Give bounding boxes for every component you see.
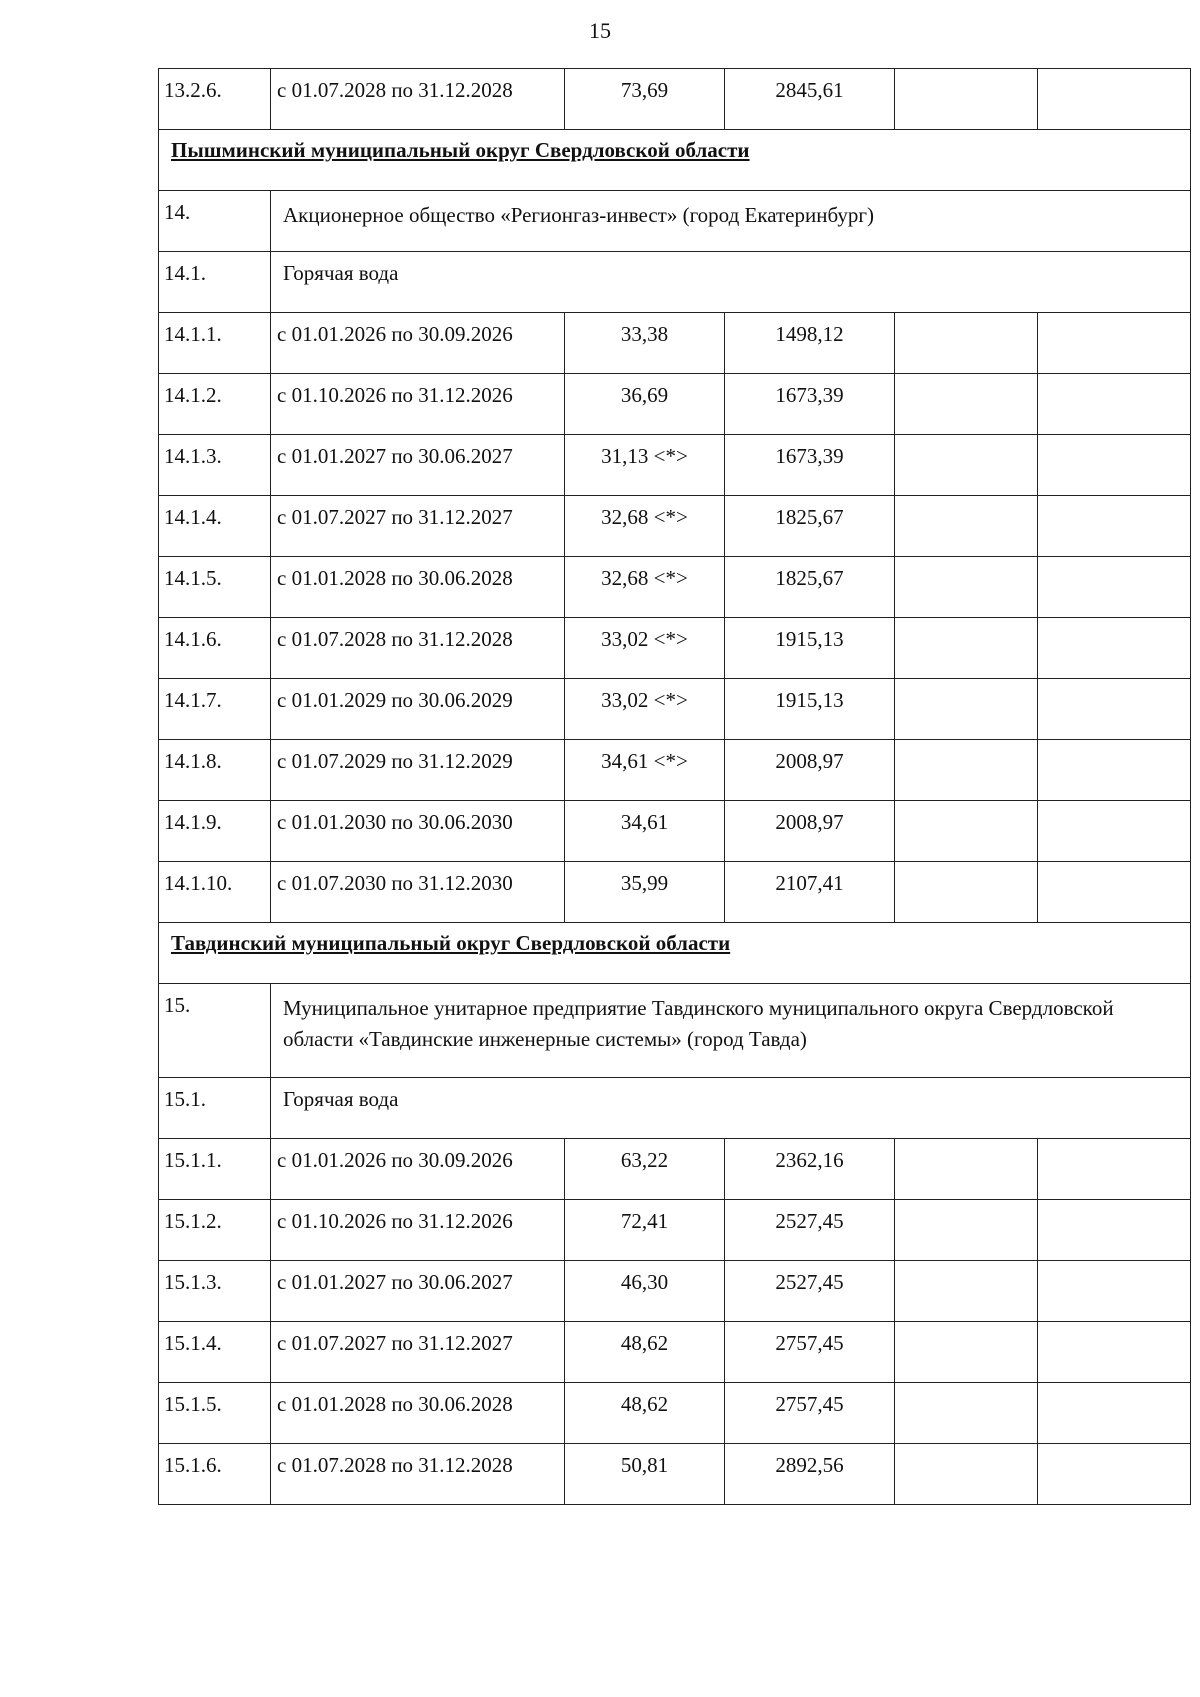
- value-cell-1: 63,22: [565, 1139, 725, 1200]
- period-cell: с 01.07.2030 по 31.12.2030: [271, 862, 565, 923]
- value-cell-1: 33,38: [565, 313, 725, 374]
- empty-cell-5: [895, 313, 1038, 374]
- table-row: [159, 1383, 1191, 1444]
- value-cell-1: 32,68 <*>: [565, 496, 725, 557]
- row-number: 15.1.: [159, 1078, 271, 1139]
- row-number: 13.2.6.: [159, 69, 271, 130]
- organization-name: Муниципальное унитарное предприятие Тавдинского муниципального округа Свердловской области «Тавдинские инженерные системы» (город Тавда): [271, 984, 1191, 1078]
- table-row: [159, 374, 1191, 435]
- empty-cell-5: [895, 1383, 1038, 1444]
- period-cell: с 01.07.2027 по 31.12.2027: [271, 496, 565, 557]
- section-title: Пышминский муниципальный округ Свердловской области: [159, 130, 1191, 191]
- table-row: [159, 801, 1191, 862]
- period-cell: с 01.01.2026 по 30.09.2026: [271, 313, 565, 374]
- organization-name: Акционерное общество «Регионгаз-инвест» (город Екатеринбург): [271, 191, 1191, 252]
- category-row: [159, 1078, 1191, 1139]
- category-row: [159, 252, 1191, 313]
- period-cell: с 01.10.2026 по 31.12.2026: [271, 1200, 565, 1261]
- value-cell-1: 34,61 <*>: [565, 740, 725, 801]
- section-row: [159, 923, 1191, 984]
- row-number: 14.1.3.: [159, 435, 271, 496]
- organization-row: [159, 191, 1191, 252]
- period-cell: с 01.01.2027 по 30.06.2027: [271, 435, 565, 496]
- empty-cell-6: [1038, 435, 1191, 496]
- row-number: 14.1.9.: [159, 801, 271, 862]
- table-row: [159, 1261, 1191, 1322]
- value-cell-1: 33,02 <*>: [565, 679, 725, 740]
- empty-cell-6: [1038, 1261, 1191, 1322]
- period-cell: с 01.01.2028 по 30.06.2028: [271, 1383, 565, 1444]
- table-row: [159, 740, 1191, 801]
- value-cell-2: 2527,45: [725, 1261, 895, 1322]
- section-title: Тавдинский муниципальный округ Свердловской области: [159, 923, 1191, 984]
- value-cell-2: 1915,13: [725, 618, 895, 679]
- empty-cell-5: [895, 1322, 1038, 1383]
- value-cell-2: 2362,16: [725, 1139, 895, 1200]
- empty-cell-6: [1038, 374, 1191, 435]
- value-cell-2: 1673,39: [725, 374, 895, 435]
- value-cell-1: 34,61: [565, 801, 725, 862]
- table-row: [159, 862, 1191, 923]
- row-number: 14.: [159, 191, 271, 252]
- value-cell-2: 1498,12: [725, 313, 895, 374]
- empty-cell-5: [895, 1200, 1038, 1261]
- empty-cell-5: [895, 1139, 1038, 1200]
- empty-cell-5: [895, 557, 1038, 618]
- value-cell-2: 2845,61: [725, 69, 895, 130]
- empty-cell-6: [1038, 1139, 1191, 1200]
- table-row: [159, 1322, 1191, 1383]
- category-name: Горячая вода: [271, 252, 1191, 313]
- value-cell-2: 2107,41: [725, 862, 895, 923]
- value-cell-2: 2757,45: [725, 1383, 895, 1444]
- row-number: 14.1.5.: [159, 557, 271, 618]
- table-row: [159, 679, 1191, 740]
- empty-cell-6: [1038, 496, 1191, 557]
- page-number: 15: [589, 18, 611, 43]
- value-cell-1: 73,69: [565, 69, 725, 130]
- row-number: 15.1.2.: [159, 1200, 271, 1261]
- value-cell-2: 1673,39: [725, 435, 895, 496]
- category-name: Горячая вода: [271, 1078, 1191, 1139]
- empty-cell-6: [1038, 801, 1191, 862]
- value-cell-1: 48,62: [565, 1383, 725, 1444]
- empty-cell-6: [1038, 618, 1191, 679]
- row-number: 15.1.5.: [159, 1383, 271, 1444]
- row-number: 14.1.6.: [159, 618, 271, 679]
- row-number: 14.1.: [159, 252, 271, 313]
- empty-cell-6: [1038, 69, 1191, 130]
- value-cell-1: 33,02 <*>: [565, 618, 725, 679]
- value-cell-1: 50,81: [565, 1444, 725, 1505]
- empty-cell-6: [1038, 1383, 1191, 1444]
- empty-cell-6: [1038, 557, 1191, 618]
- value-cell-2: 1915,13: [725, 679, 895, 740]
- empty-cell-6: [1038, 1322, 1191, 1383]
- period-cell: с 01.10.2026 по 31.12.2026: [271, 374, 565, 435]
- period-cell: с 01.07.2028 по 31.12.2028: [271, 618, 565, 679]
- empty-cell-5: [895, 435, 1038, 496]
- empty-cell-6: [1038, 1200, 1191, 1261]
- value-cell-1: 46,30: [565, 1261, 725, 1322]
- empty-cell-5: [895, 374, 1038, 435]
- period-cell: с 01.07.2027 по 31.12.2027: [271, 1322, 565, 1383]
- table-row: [159, 1139, 1191, 1200]
- value-cell-1: 72,41: [565, 1200, 725, 1261]
- empty-cell-5: [895, 1444, 1038, 1505]
- value-cell-1: 35,99: [565, 862, 725, 923]
- value-cell-2: 2008,97: [725, 740, 895, 801]
- empty-cell-6: [1038, 313, 1191, 374]
- row-number: 14.1.7.: [159, 679, 271, 740]
- period-cell: с 01.07.2029 по 31.12.2029: [271, 740, 565, 801]
- value-cell-2: 2757,45: [725, 1322, 895, 1383]
- tariff-table: [158, 68, 1191, 1505]
- row-number: 15.1.4.: [159, 1322, 271, 1383]
- value-cell-2: 2008,97: [725, 801, 895, 862]
- value-cell-2: 1825,67: [725, 496, 895, 557]
- value-cell-1: 32,68 <*>: [565, 557, 725, 618]
- value-cell-1: 36,69: [565, 374, 725, 435]
- empty-cell-5: [895, 801, 1038, 862]
- empty-cell-6: [1038, 679, 1191, 740]
- row-number: 14.1.1.: [159, 313, 271, 374]
- empty-cell-5: [895, 496, 1038, 557]
- empty-cell-5: [895, 1261, 1038, 1322]
- row-number: 15.: [159, 984, 271, 1078]
- organization-row: [159, 984, 1191, 1078]
- period-cell: с 01.07.2028 по 31.12.2028: [271, 69, 565, 130]
- period-cell: с 01.01.2029 по 30.06.2029: [271, 679, 565, 740]
- empty-cell-5: [895, 740, 1038, 801]
- table-row: [159, 557, 1191, 618]
- row-number: 14.1.8.: [159, 740, 271, 801]
- table-row: [159, 496, 1191, 557]
- empty-cell-6: [1038, 862, 1191, 923]
- table-row: [159, 1444, 1191, 1505]
- row-number: 15.1.1.: [159, 1139, 271, 1200]
- empty-cell-5: [895, 862, 1038, 923]
- row-number: 14.1.2.: [159, 374, 271, 435]
- value-cell-2: 1825,67: [725, 557, 895, 618]
- value-cell-1: 48,62: [565, 1322, 725, 1383]
- row-number: 15.1.6.: [159, 1444, 271, 1505]
- table-row: [159, 1200, 1191, 1261]
- section-row: [159, 130, 1191, 191]
- table-row: [159, 69, 1191, 130]
- empty-cell-6: [1038, 1444, 1191, 1505]
- value-cell-1: 31,13 <*>: [565, 435, 725, 496]
- value-cell-2: 2527,45: [725, 1200, 895, 1261]
- period-cell: с 01.01.2026 по 30.09.2026: [271, 1139, 565, 1200]
- table-row: [159, 435, 1191, 496]
- period-cell: с 01.07.2028 по 31.12.2028: [271, 1444, 565, 1505]
- row-number: 14.1.4.: [159, 496, 271, 557]
- empty-cell-6: [1038, 740, 1191, 801]
- period-cell: с 01.01.2028 по 30.06.2028: [271, 557, 565, 618]
- row-number: 15.1.3.: [159, 1261, 271, 1322]
- empty-cell-5: [895, 618, 1038, 679]
- table-row: [159, 313, 1191, 374]
- period-cell: с 01.01.2027 по 30.06.2027: [271, 1261, 565, 1322]
- empty-cell-5: [895, 679, 1038, 740]
- table-row: [159, 618, 1191, 679]
- period-cell: с 01.01.2030 по 30.06.2030: [271, 801, 565, 862]
- empty-cell-5: [895, 69, 1038, 130]
- value-cell-2: 2892,56: [725, 1444, 895, 1505]
- tariff-table-body: [159, 69, 1191, 1505]
- row-number: 14.1.10.: [159, 862, 271, 923]
